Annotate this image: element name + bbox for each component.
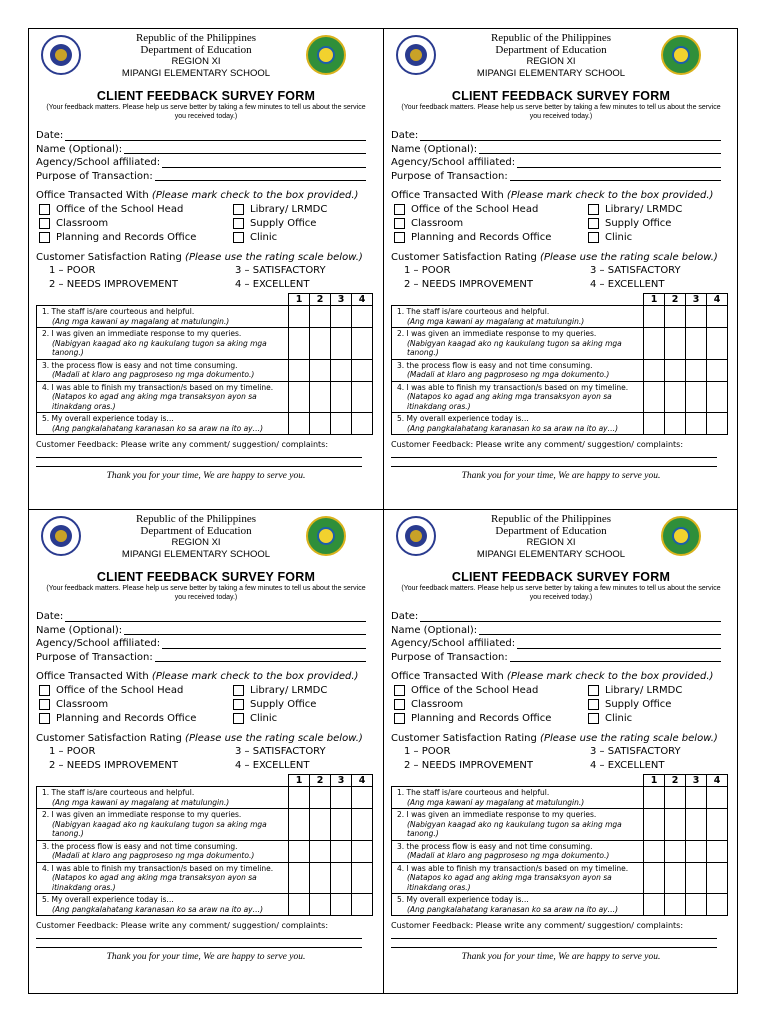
rating-cell[interactable]: [331, 306, 352, 328]
question-cell: 2. I was given an immediate response to my queries. (Nabigyan kaagad ako ng kaukulang tugon sa aking mga tanong.): [392, 809, 644, 841]
name-field[interactable]: Name (Optional):: [391, 624, 721, 638]
checkbox[interactable]: [588, 218, 599, 229]
rating-table: [391, 774, 728, 916]
rating-column-header: 2: [310, 294, 331, 306]
question-cell: 5. My overall experience today is… (Ang pangkalahatang karanasan ko sa araw na ito ay…): [37, 413, 289, 435]
office-option-classroom[interactable]: Classroom: [39, 698, 233, 711]
question-cell: 3. the process flow is easy and not time consuming. (Madali at klaro ang pagproseso ng mga dokumento.): [37, 840, 289, 862]
school-line: MIPANGI ELEMENTARY SCHOOL: [476, 549, 626, 560]
form-header: [29, 510, 383, 566]
rating-cell[interactable]: [289, 328, 310, 360]
region-line: REGION XI: [526, 56, 576, 67]
question-cell: 3. the process flow is easy and not time consuming. (Madali at klaro ang pagproseso ng mga dokumento.): [37, 359, 289, 381]
rating-scale: 1 – POOR 3 – SATISFACTORY 2 – NEEDS IMPROVEMENT 4 – EXCELLENT: [404, 265, 681, 290]
checkbox[interactable]: [233, 218, 244, 229]
question-cell: 2. I was given an immediate response to my queries. (Nabigyan kaagad ako ng kaukulang tugon sa aking mga tanong.): [37, 809, 289, 841]
department-line: Department of Education: [140, 525, 252, 537]
form-title: CLIENT FEEDBACK SURVEY FORM: [96, 89, 316, 103]
table-row: [392, 840, 728, 862]
rating-scale: 1 – POOR 3 – SATISFACTORY 2 – NEEDS IMPROVEMENT 4 – EXCELLENT: [404, 746, 681, 771]
rating-heading: Customer Satisfaction Rating (Please use the rating scale below.): [36, 733, 363, 744]
rating-cell[interactable]: [289, 359, 310, 381]
date-field[interactable]: Date:: [391, 129, 721, 143]
office-option-classroom[interactable]: Classroom: [394, 698, 588, 711]
republic-line: Republic of the Philippines: [490, 32, 612, 44]
rating-cell[interactable]: [644, 862, 665, 894]
department-line: Department of Education: [495, 44, 607, 56]
region-line: REGION XI: [526, 537, 576, 548]
info-fields: [391, 129, 738, 183]
rating-cell[interactable]: [310, 359, 331, 381]
school-line: MIPANGI ELEMENTARY SCHOOL: [476, 68, 626, 79]
rating-column-header: 1: [289, 775, 310, 787]
info-fields: [36, 610, 383, 664]
question-cell: 5. My overall experience today is… (Ang pangkalahatang karanasan ko sa araw na ito ay…): [392, 413, 644, 435]
question-cell: 4. I was able to finish my transaction/s based on my timeline. (Natapos ko agad ang aking mga transaksyon ayon sa itinakdang oras.): [37, 862, 289, 894]
republic-line: Republic of the Philippines: [490, 513, 612, 525]
rating-cell[interactable]: [686, 381, 707, 413]
table-row: [392, 894, 728, 916]
rating-column-header: 4: [707, 294, 728, 306]
rating-cell[interactable]: [644, 306, 665, 328]
rating-cell[interactable]: [686, 809, 707, 841]
purpose-field[interactable]: Purpose of Transaction:: [36, 170, 366, 184]
rating-cell[interactable]: [686, 306, 707, 328]
rating-cell[interactable]: [686, 328, 707, 360]
feedback-line[interactable]: [391, 458, 717, 467]
header-text: [89, 32, 303, 80]
office-option-planning[interactable]: Planning and Records Office: [394, 231, 588, 244]
rating-cell[interactable]: [331, 381, 352, 413]
feedback-line[interactable]: [36, 930, 362, 939]
rating-cell[interactable]: [644, 894, 665, 916]
school-logo-icon: [661, 516, 701, 556]
agency-field[interactable]: Agency/School affiliated:: [36, 637, 366, 651]
rating-cell[interactable]: [707, 862, 728, 894]
rating-column-header: 4: [352, 775, 373, 787]
republic-line: Republic of the Philippines: [135, 32, 257, 44]
date-field[interactable]: Date:: [36, 610, 366, 624]
rating-cell[interactable]: [707, 359, 728, 381]
rating-column-header: 2: [665, 294, 686, 306]
table-row: [37, 787, 373, 809]
rating-column-header: 4: [352, 294, 373, 306]
rating-cell[interactable]: [352, 359, 373, 381]
deped-seal-icon: [396, 516, 436, 556]
question-cell: 3. the process flow is easy and not time consuming. (Madali at klaro ang pagproseso ng mga dokumento.): [392, 840, 644, 862]
rating-cell[interactable]: [665, 862, 686, 894]
thank-you-note: Thank you for your time, We are happy to serve you.: [106, 471, 306, 481]
rating-cell[interactable]: [686, 787, 707, 809]
table-row: [37, 306, 373, 328]
office-option-clinic[interactable]: Clinic: [588, 712, 718, 725]
rating-cell[interactable]: [707, 809, 728, 841]
rating-cell[interactable]: [310, 413, 331, 435]
checkbox[interactable]: [588, 685, 599, 696]
rating-column-header: 1: [644, 775, 665, 787]
rating-cell[interactable]: [310, 306, 331, 328]
rating-cell[interactable]: [310, 862, 331, 894]
school-logo-icon: [661, 35, 701, 75]
checkbox[interactable]: [394, 218, 405, 229]
feedback-label: Customer Feedback: Please write any comment/ suggestion/ complaints:: [391, 921, 684, 930]
rating-cell[interactable]: [665, 787, 686, 809]
rating-table: [36, 293, 373, 435]
rating-cell[interactable]: [707, 328, 728, 360]
checkbox[interactable]: [233, 699, 244, 710]
rating-cell[interactable]: [665, 894, 686, 916]
rating-column-header: 4: [707, 775, 728, 787]
table-row: [37, 328, 373, 360]
rating-cell[interactable]: [707, 894, 728, 916]
rating-cell[interactable]: [352, 306, 373, 328]
checkbox[interactable]: [588, 232, 599, 243]
rating-column-header: 3: [686, 294, 707, 306]
form-header: [384, 29, 738, 85]
checkbox[interactable]: [39, 218, 50, 229]
rating-cell[interactable]: [331, 840, 352, 862]
rating-cell[interactable]: [331, 809, 352, 841]
table-row: [392, 328, 728, 360]
survey-form-bottom-left: [29, 510, 383, 990]
form-subtitle: (Your feedback matters. Please help us serve better by taking a few minutes to tell us about the service you received today.): [46, 104, 366, 120]
rating-cell[interactable]: [352, 809, 373, 841]
rating-cell[interactable]: [310, 894, 331, 916]
office-heading: Office Transacted With (Please mark check to the box provided.): [36, 671, 359, 682]
republic-line: Republic of the Philippines: [135, 513, 257, 525]
header-text: [444, 513, 658, 561]
office-option-school-head[interactable]: Office of the School Head: [394, 684, 588, 697]
office-option-planning[interactable]: Planning and Records Office: [394, 712, 588, 725]
department-line: Department of Education: [140, 44, 252, 56]
rating-cell[interactable]: [707, 840, 728, 862]
office-option-planning[interactable]: Planning and Records Office: [39, 231, 233, 244]
thank-you-note: Thank you for your time, We are happy to serve you.: [106, 952, 306, 962]
checkbox[interactable]: [588, 699, 599, 710]
question-cell: 1. The staff is/are courteous and helpful. (Ang mga kawani ay magalang at matulungin.): [37, 787, 289, 809]
office-option-clinic[interactable]: Clinic: [233, 712, 363, 725]
checkbox[interactable]: [39, 699, 50, 710]
thank-you-note: Thank you for your time, We are happy to serve you.: [461, 471, 661, 481]
checkbox[interactable]: [394, 685, 405, 696]
rating-cell[interactable]: [352, 413, 373, 435]
feedback-line[interactable]: [391, 930, 717, 939]
office-option-clinic[interactable]: Clinic: [588, 231, 718, 244]
question-cell: 5. My overall experience today is… (Ang pangkalahatang karanasan ko sa araw na ito ay…): [37, 894, 289, 916]
school-line: MIPANGI ELEMENTARY SCHOOL: [121, 68, 271, 79]
rating-cell[interactable]: [352, 381, 373, 413]
office-option-supply[interactable]: Supply Office: [588, 698, 718, 711]
deped-seal-icon: [41, 35, 81, 75]
table-row: [392, 359, 728, 381]
form-title: CLIENT FEEDBACK SURVEY FORM: [451, 89, 671, 103]
checkbox[interactable]: [588, 204, 599, 215]
rating-cell[interactable]: [331, 787, 352, 809]
table-header-row: [37, 775, 373, 787]
rating-column-header: 2: [665, 775, 686, 787]
form-title: CLIENT FEEDBACK SURVEY FORM: [96, 570, 316, 584]
rating-cell[interactable]: [644, 413, 665, 435]
office-heading: Office Transacted With (Please mark check to the box provided.): [36, 190, 359, 201]
agency-field[interactable]: Agency/School affiliated:: [391, 156, 721, 170]
form-subtitle: (Your feedback matters. Please help us serve better by taking a few minutes to tell us about the service you received today.): [46, 585, 366, 601]
form-subtitle: (Your feedback matters. Please help us serve better by taking a few minutes to tell us about the service you received today.): [401, 585, 721, 601]
survey-form-bottom-right: [384, 510, 738, 990]
survey-form-top-left: [29, 29, 383, 509]
form-title: CLIENT FEEDBACK SURVEY FORM: [451, 570, 671, 584]
rating-cell[interactable]: [331, 413, 352, 435]
office-option-library[interactable]: Library/ LRMDC: [588, 203, 718, 216]
rating-cell[interactable]: [331, 862, 352, 894]
rating-cell[interactable]: [644, 809, 665, 841]
rating-cell[interactable]: [686, 359, 707, 381]
table-header-row: [392, 294, 728, 306]
rating-cell[interactable]: [707, 381, 728, 413]
rating-column-header: 3: [331, 294, 352, 306]
checkbox[interactable]: [394, 713, 405, 724]
rating-cell[interactable]: [686, 413, 707, 435]
header-text: [89, 513, 303, 561]
rating-cell[interactable]: [665, 840, 686, 862]
question-cell: 1. The staff is/are courteous and helpful. (Ang mga kawani ay magalang at matulungin.): [37, 306, 289, 328]
rating-cell[interactable]: [686, 862, 707, 894]
office-option-supply[interactable]: Supply Office: [233, 217, 363, 230]
rating-cell[interactable]: [665, 306, 686, 328]
table-row: [392, 809, 728, 841]
office-option-supply[interactable]: Supply Office: [233, 698, 363, 711]
checkbox[interactable]: [39, 204, 50, 215]
question-cell: 1. The staff is/are courteous and helpful. (Ang mga kawani ay magalang at matulungin.): [392, 787, 644, 809]
rating-heading: Customer Satisfaction Rating (Please use the rating scale below.): [36, 252, 363, 263]
office-option-supply[interactable]: Supply Office: [588, 217, 718, 230]
deped-seal-icon: [41, 516, 81, 556]
form-header: [29, 29, 383, 85]
rating-cell[interactable]: [644, 787, 665, 809]
office-option-school-head[interactable]: Office of the School Head: [394, 203, 588, 216]
checkbox[interactable]: [39, 685, 50, 696]
question-cell: 1. The staff is/are courteous and helpful. (Ang mga kawani ay magalang at matulungin.): [392, 306, 644, 328]
office-heading: Office Transacted With (Please mark check to the box provided.): [391, 190, 714, 201]
table-row: [392, 862, 728, 894]
rating-cell[interactable]: [644, 381, 665, 413]
rating-cell[interactable]: [686, 840, 707, 862]
feedback-line[interactable]: [391, 449, 717, 458]
rating-heading: Customer Satisfaction Rating (Please use the rating scale below.): [391, 252, 718, 263]
survey-form-top-right: [384, 29, 738, 509]
office-option-classroom[interactable]: Classroom: [39, 217, 233, 230]
checkbox[interactable]: [233, 685, 244, 696]
feedback-label: Customer Feedback: Please write any comment/ suggestion/ complaints:: [36, 921, 329, 930]
rating-cell[interactable]: [289, 809, 310, 841]
office-option-school-head[interactable]: Office of the School Head: [39, 203, 233, 216]
rating-cell[interactable]: [331, 359, 352, 381]
table-row: [37, 894, 373, 916]
table-row: [392, 306, 728, 328]
table-row: [37, 862, 373, 894]
rating-column-header: 1: [289, 294, 310, 306]
rating-cell[interactable]: [644, 328, 665, 360]
feedback-label: Customer Feedback: Please write any comment/ suggestion/ complaints:: [391, 440, 684, 449]
school-logo-icon: [306, 516, 346, 556]
rating-heading: Customer Satisfaction Rating (Please use the rating scale below.): [391, 733, 718, 744]
table-row: [392, 787, 728, 809]
name-field[interactable]: Name (Optional):: [36, 624, 366, 638]
office-options: [39, 203, 383, 244]
form-header: [384, 510, 738, 566]
rating-cell[interactable]: [289, 306, 310, 328]
rating-cell[interactable]: [289, 862, 310, 894]
rating-cell[interactable]: [331, 894, 352, 916]
rating-cell[interactable]: [352, 328, 373, 360]
rating-cell[interactable]: [644, 359, 665, 381]
rating-cell[interactable]: [331, 328, 352, 360]
rating-cell[interactable]: [310, 787, 331, 809]
feedback-label: Customer Feedback: Please write any comment/ suggestion/ complaints:: [36, 440, 329, 449]
rating-cell[interactable]: [707, 306, 728, 328]
question-cell: 4. I was able to finish my transaction/s based on my timeline. (Natapos ko agad ang aking mga transaksyon ayon sa itinakdang oras.): [37, 381, 289, 413]
table-row: [37, 381, 373, 413]
rating-cell[interactable]: [707, 787, 728, 809]
office-options: [394, 684, 738, 725]
checkbox[interactable]: [394, 204, 405, 215]
deped-seal-icon: [396, 35, 436, 75]
agency-field[interactable]: Agency/School affiliated:: [391, 637, 721, 651]
feedback-line[interactable]: [36, 939, 362, 948]
checkbox[interactable]: [394, 699, 405, 710]
feedback-line[interactable]: [391, 939, 717, 948]
table-header-row: [37, 294, 373, 306]
rating-cell[interactable]: [289, 894, 310, 916]
rating-cell[interactable]: [665, 413, 686, 435]
office-heading: Office Transacted With (Please mark check to the box provided.): [391, 671, 714, 682]
rating-column-header: 3: [686, 775, 707, 787]
purpose-field[interactable]: Purpose of Transaction:: [391, 651, 721, 665]
checkbox[interactable]: [39, 713, 50, 724]
date-field[interactable]: Date:: [391, 610, 721, 624]
school-logo-icon: [306, 35, 346, 75]
office-options: [39, 684, 383, 725]
table-header-row: [392, 775, 728, 787]
rating-cell[interactable]: [310, 328, 331, 360]
rating-table: [391, 293, 728, 435]
table-row: [392, 381, 728, 413]
purpose-field[interactable]: Purpose of Transaction:: [36, 651, 366, 665]
school-line: MIPANGI ELEMENTARY SCHOOL: [121, 549, 271, 560]
agency-field[interactable]: Agency/School affiliated:: [36, 156, 366, 170]
rating-scale: 1 – POOR 3 – SATISFACTORY 2 – NEEDS IMPROVEMENT 4 – EXCELLENT: [49, 265, 326, 290]
rating-cell[interactable]: [310, 381, 331, 413]
rating-cell[interactable]: [310, 840, 331, 862]
rating-cell[interactable]: [352, 894, 373, 916]
feedback-line[interactable]: [36, 449, 362, 458]
table-row: [37, 809, 373, 841]
survey-sheet: [28, 28, 738, 994]
header-text: [444, 32, 658, 80]
rating-cell[interactable]: [644, 840, 665, 862]
rating-cell[interactable]: [310, 809, 331, 841]
question-cell: 2. I was given an immediate response to my queries. (Nabigyan kaagad ako ng kaukulang tugon sa aking mga tanong.): [37, 328, 289, 360]
rating-cell[interactable]: [707, 413, 728, 435]
info-fields: [36, 129, 383, 183]
question-cell: 4. I was able to finish my transaction/s based on my timeline. (Natapos ko agad ang aking mga transaksyon ayon sa itinakdang oras.): [392, 862, 644, 894]
rating-cell[interactable]: [352, 787, 373, 809]
checkbox[interactable]: [39, 232, 50, 243]
region-line: REGION XI: [171, 537, 221, 548]
checkbox[interactable]: [233, 204, 244, 215]
checkbox[interactable]: [588, 713, 599, 724]
rating-cell[interactable]: [289, 381, 310, 413]
office-option-school-head[interactable]: Office of the School Head: [39, 684, 233, 697]
question-cell: 4. I was able to finish my transaction/s based on my timeline. (Natapos ko agad ang aking mga transaksyon ayon sa itinakdang oras.): [392, 381, 644, 413]
checkbox[interactable]: [233, 713, 244, 724]
office-option-classroom[interactable]: Classroom: [394, 217, 588, 230]
question-cell: 2. I was given an immediate response to my queries. (Nabigyan kaagad ako ng kaukulang tugon sa aking mga tanong.): [392, 328, 644, 360]
rating-table: [36, 774, 373, 916]
purpose-field[interactable]: Purpose of Transaction:: [391, 170, 721, 184]
rating-cell[interactable]: [289, 840, 310, 862]
rating-cell[interactable]: [352, 840, 373, 862]
rating-cell[interactable]: [665, 809, 686, 841]
table-row: [37, 413, 373, 435]
rating-cell[interactable]: [686, 894, 707, 916]
rating-column-header: 1: [644, 294, 665, 306]
name-field[interactable]: Name (Optional):: [391, 143, 721, 157]
table-row: [37, 359, 373, 381]
office-option-library[interactable]: Library/ LRMDC: [233, 684, 363, 697]
office-option-library[interactable]: Library/ LRMDC: [233, 203, 363, 216]
office-options: [394, 203, 738, 244]
office-option-planning[interactable]: Planning and Records Office: [39, 712, 233, 725]
table-row: [392, 413, 728, 435]
office-option-clinic[interactable]: Clinic: [233, 231, 363, 244]
question-cell: 5. My overall experience today is… (Ang pangkalahatang karanasan ko sa araw na ito ay…): [392, 894, 644, 916]
table-row: [37, 840, 373, 862]
rating-cell[interactable]: [665, 328, 686, 360]
info-fields: [391, 610, 738, 664]
form-subtitle: (Your feedback matters. Please help us serve better by taking a few minutes to tell us about the service you received today.): [401, 104, 721, 120]
department-line: Department of Education: [495, 525, 607, 537]
region-line: REGION XI: [171, 56, 221, 67]
rating-cell[interactable]: [352, 862, 373, 894]
checkbox[interactable]: [394, 232, 405, 243]
question-cell: 3. the process flow is easy and not time consuming. (Madali at klaro ang pagproseso ng mga dokumento.): [392, 359, 644, 381]
checkbox[interactable]: [233, 232, 244, 243]
rating-cell[interactable]: [665, 381, 686, 413]
date-field[interactable]: Date:: [36, 129, 366, 143]
rating-column-header: 3: [331, 775, 352, 787]
feedback-line[interactable]: [36, 458, 362, 467]
rating-column-header: 2: [310, 775, 331, 787]
thank-you-note: Thank you for your time, We are happy to serve you.: [461, 952, 661, 962]
name-field[interactable]: Name (Optional):: [36, 143, 366, 157]
rating-cell[interactable]: [665, 359, 686, 381]
rating-cell[interactable]: [289, 787, 310, 809]
rating-cell[interactable]: [289, 413, 310, 435]
rating-scale: 1 – POOR 3 – SATISFACTORY 2 – NEEDS IMPROVEMENT 4 – EXCELLENT: [49, 746, 326, 771]
office-option-library[interactable]: Library/ LRMDC: [588, 684, 718, 697]
